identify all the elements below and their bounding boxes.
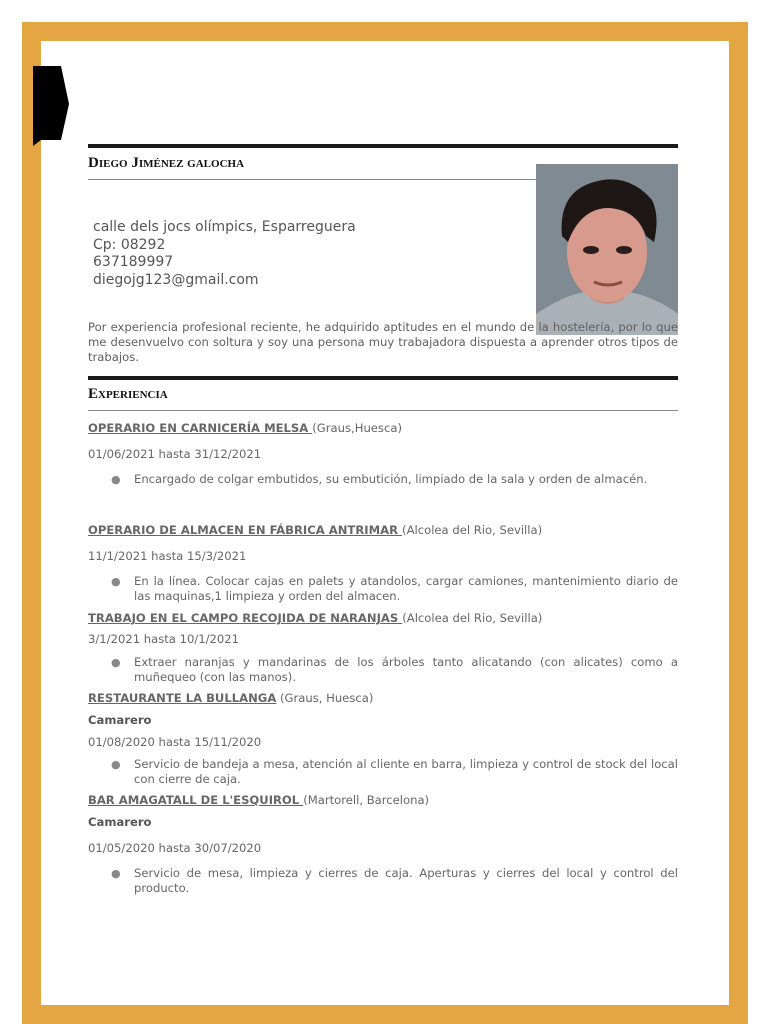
bullet-icon: ● — [111, 758, 121, 771]
contact-block — [93, 219, 356, 289]
experience-underline — [88, 410, 678, 411]
profile-photo — [536, 164, 678, 335]
profile-summary: Por experiencia profesional reciente, he adquirido aptitudes en el mundo de la hostelería, por lo que me desenvuelvo con soltura y soy una persona muy trabajadora dispuesta a aprender otros tipos de trabajos. — [88, 320, 678, 364]
section-heading-experience: Experiencia — [88, 386, 168, 402]
email: diegojg123@gmail.com — [93, 271, 259, 288]
job-description: Servicio de bandeja a mesa, atención al cliente en barra, limpieza y control de stock del local con cierre de caja. — [134, 757, 678, 786]
experience-top-rule — [88, 376, 678, 380]
job-title: TRABAJO EN EL CAMPO RECOJIDA DE NARANJAS — [88, 611, 403, 625]
header-top-rule — [88, 144, 678, 148]
job-location: (Graus,Huesca) — [312, 421, 402, 435]
name-underline — [88, 179, 536, 180]
job-dates: 3/1/2021 hasta 10/1/2021 — [88, 632, 240, 646]
candidate-name: Diego Jiménez galocha — [88, 155, 245, 171]
job-description: En la línea. Colocar cajas en palets y atandolos, cargar camiones, mantenimiento diario de las maquinas,1 limpieza y orden del almacen. — [134, 574, 678, 603]
job-title: OPERARIO EN CARNICERÍA MELSA — [88, 421, 313, 435]
job-heading — [88, 611, 542, 625]
bullet-icon: ● — [111, 867, 121, 880]
job-location: (Graus, Huesca) — [276, 691, 374, 705]
job-role: Camarero — [88, 815, 152, 829]
phone: 637189997 — [93, 254, 174, 270]
job-heading — [88, 523, 542, 537]
address: calle dels jocs olímpics, Esparreguera — [93, 219, 356, 235]
bullet-icon: ● — [111, 473, 121, 486]
postal-code: Cp: 08292 — [93, 236, 166, 253]
job-heading — [88, 793, 429, 807]
job-location: (Martorell, Barcelona) — [303, 793, 430, 807]
black-tab-shape — [33, 66, 69, 146]
job-heading — [88, 691, 373, 705]
bullet-icon: ● — [111, 656, 121, 669]
job-dates: 01/05/2020 hasta 30/07/2020 — [88, 841, 262, 855]
job-location: (Alcolea del Rio, Sevilla) — [402, 611, 543, 625]
job-title: RESTAURANTE LA BULLANGA — [88, 691, 277, 705]
job-description: Extraer naranjas y mandarinas de los árboles tanto alicatando (con alicates) como a muñequeo (con las manos). — [134, 655, 678, 684]
job-title: OPERARIO DE ALMACEN EN FÁBRICA ANTRIMAR — [88, 523, 403, 537]
job-description: Servicio de mesa, limpieza y cierres de caja. Aperturas y cierres del local y control del producto. — [134, 866, 678, 895]
job-heading — [88, 421, 402, 435]
job-title: BAR AMAGATALL DE L'ESQUIROL — [88, 793, 304, 807]
job-dates: 01/06/2021 hasta 31/12/2021 — [88, 447, 262, 461]
job-dates: 01/08/2020 hasta 15/11/2020 — [88, 735, 262, 749]
job-role: Camarero — [88, 713, 152, 727]
job-location: (Alcolea del Rio, Sevilla) — [402, 523, 543, 537]
job-dates: 11/1/2021 hasta 15/3/2021 — [88, 549, 247, 563]
job-description: Encargado de colgar embutidos, su embutición, limpiado de la sala y orden de almacén. — [134, 472, 648, 486]
bullet-icon: ● — [111, 575, 121, 588]
